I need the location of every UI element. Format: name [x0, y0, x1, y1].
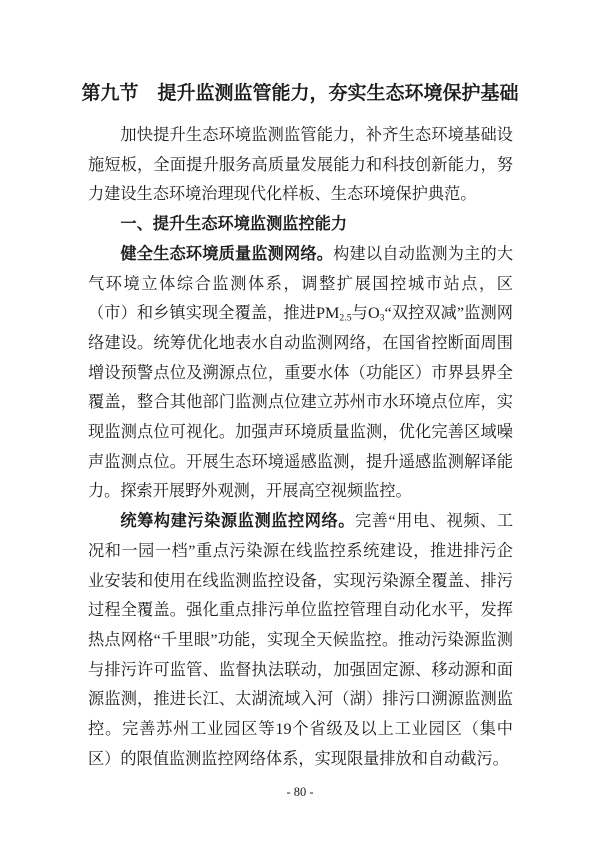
paragraph-pollution-source-network — [88, 507, 513, 774]
section-heading: 一、提升生态环境监测监控能力 — [120, 215, 348, 234]
paragraph-lead-bold: 健全生态环境质量监测网络。 — [120, 244, 334, 263]
paragraph-text: 与O — [351, 304, 380, 323]
document-body — [88, 121, 513, 774]
page-title: 第九节 提升监测监管能力，夯实生态环境保护基础 — [81, 83, 519, 104]
paragraph-lead-bold: 统筹构建污染源监测监控网络。 — [120, 512, 355, 531]
paragraph-text: “双控双减”监测网络建设。统筹优化地表水自动监测网络，在国省控断面周围增设预警点位及溯源点位，重要水体（功能区）市界县界全覆盖，整合其他部门监测点位建立苏州市水环境点位库，实现监测点位可视化。加强声环境质量监测，优化完善区域噪声监测点位。开展生态环境遥感监测，提升遥感监测解译能力。探索开展野外观测，开展高空视频监控。 — [88, 304, 513, 501]
pm25-subscript: 2.5 — [339, 312, 352, 324]
paragraph-text: 构建以自动监测为主的大气环境立体综合监测体系，调整扩展国控城市站点，区（市）和乡镇实现全覆盖，推进PM — [88, 244, 514, 323]
paragraph-text: 完善“用电、视频、工况和一园一档”重点污染源在线监控系统建设，推进排污企业安装和使用在线监测监控设备，实现污染源全覆盖、排污过程全覆盖。强化重点排污单位监控管理自动化水平，发挥热点网格“千里眼”功能，实现全天候监控。推动污染源监测与排污许可监管、监督执法联动，加强固定源、移动源和面源监测，推进长江、太湖流域入河（湖）排污口溯源监测监控。完善苏州工业园区等19个省级及以上工业园区（集中区）的限值监测监控网络体系，实现限量排放和自动截污。 — [88, 512, 514, 768]
o3-subscript: 3 — [379, 312, 385, 324]
paragraph-quality-monitoring-network — [88, 240, 513, 507]
page-number: - 80 - — [286, 785, 314, 799]
paragraph-intro: 加快提升生态环境监测监管能力，补齐生态环境基础设施短板，全面提升服务高质量发展能力和科技创新能力，努力建设生态环境治理现代化样板、生态环境保护典范。 — [88, 126, 513, 204]
